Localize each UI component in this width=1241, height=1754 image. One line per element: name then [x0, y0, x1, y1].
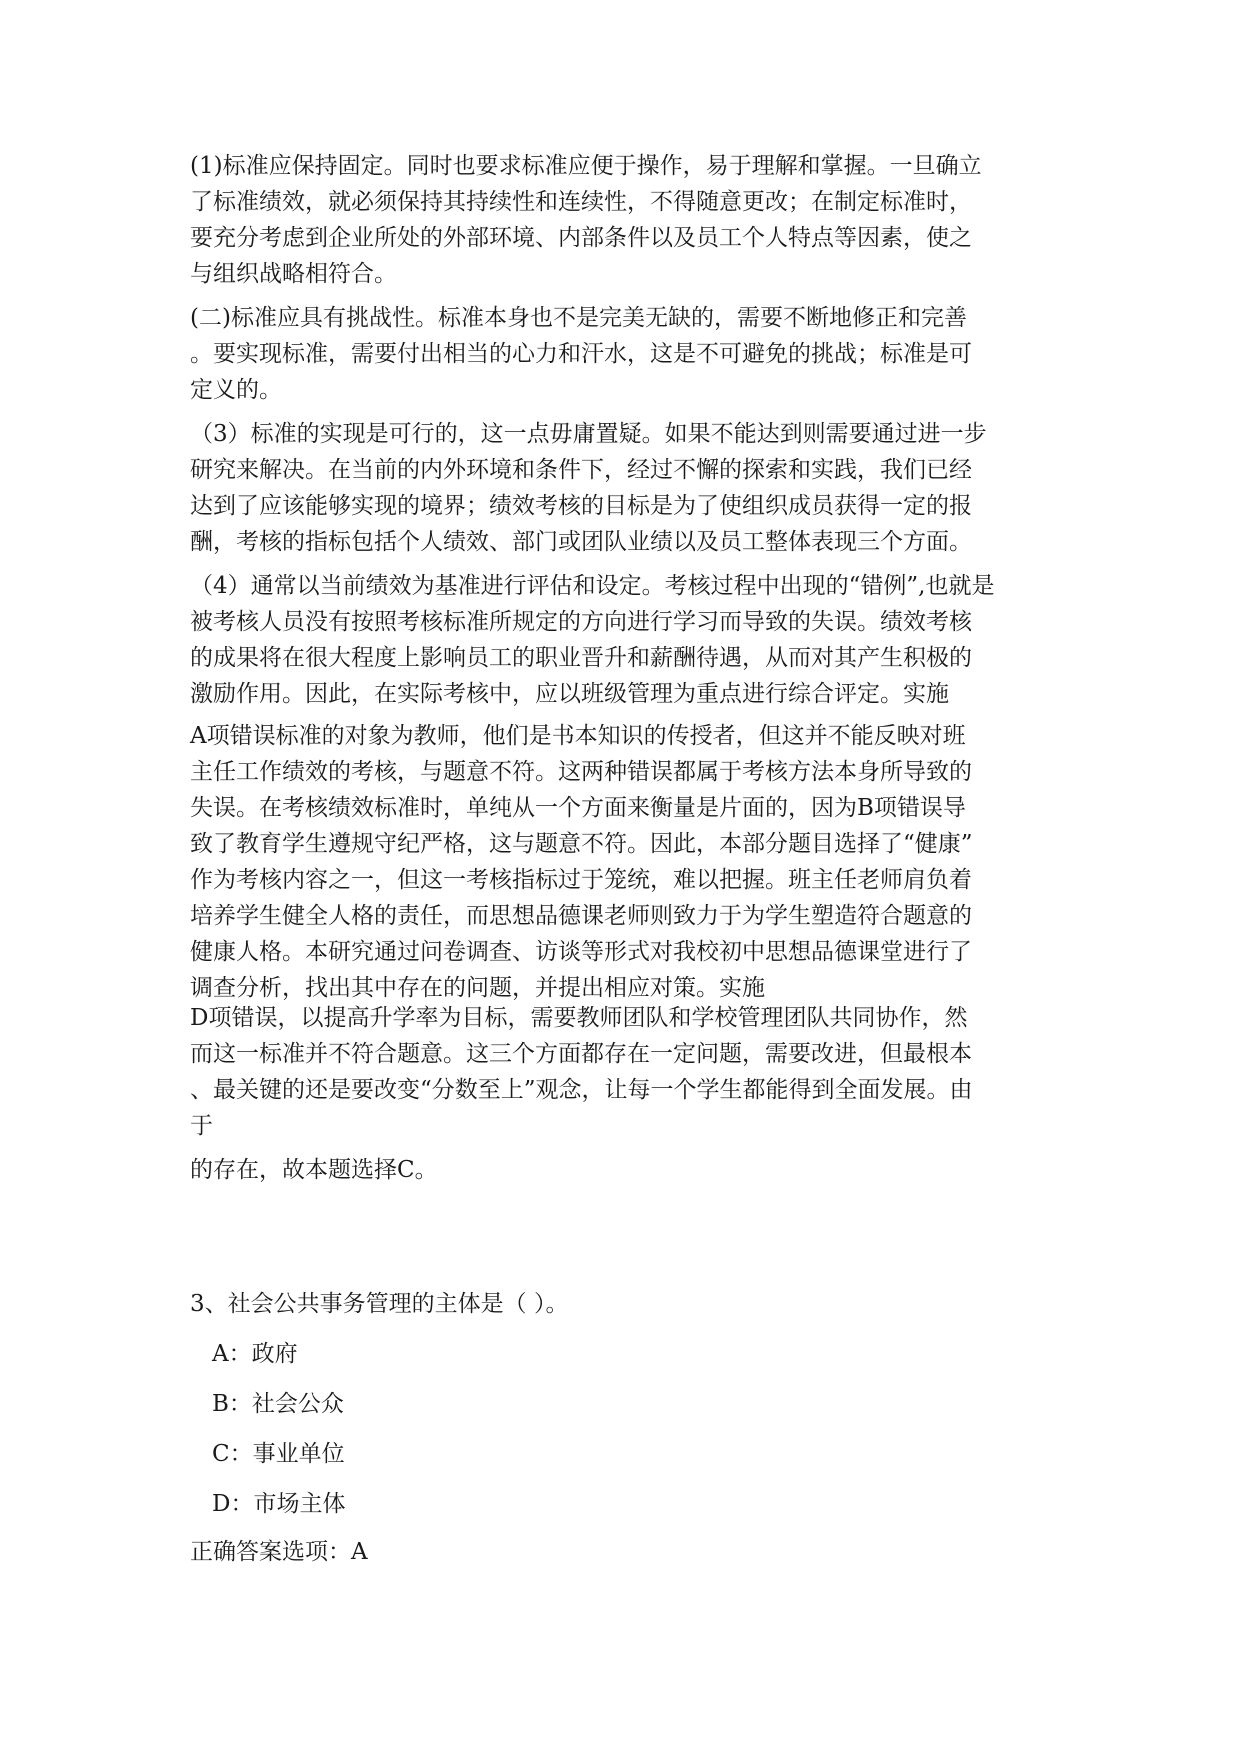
text-line: (1)标准应保持固定。同时也要求标准应便于操作，易于理解和掌握。一旦确立 [190, 153, 982, 179]
text-line: 被考核人员没有按照考核标准所规定的方向进行学习而导致的失误。绩效考核 [190, 609, 972, 635]
text-line: 。要实现标准，需要付出相当的心力和汗水，这是不可避免的挑战；标准是可 [190, 341, 972, 367]
correct-answer: 正确答案选项：A [190, 1539, 368, 1565]
paragraph-5 [190, 718, 1050, 1006]
text-line: 了标准绩效，就必须保持其持续性和连续性，不得随意更改；在制定标准时， [190, 189, 972, 215]
text-line: 研究来解决。在当前的内外环境和条件下，经过不懈的探索和实践，我们已经 [190, 457, 972, 483]
text-line: A项错误标准的对象为教师，他们是书本知识的传授者，但这并不能反映对班 [190, 723, 966, 749]
option-b: B：社会公众 [212, 1391, 344, 1417]
text-line: 定义的。 [190, 377, 282, 403]
text-line: （3）标准的实现是可行的，这一点毋庸置疑。如果不能达到则需要通过进一步 [190, 421, 987, 447]
paragraph-6 [190, 1000, 1050, 1144]
text-line: 酬，考核的指标包括个人绩效、部门或团队业绩以及员工整体表现三个方面。 [190, 529, 972, 555]
text-line: 致了教育学生遵规守纪严格，这与题意不符。因此，本部分题目选择了“健康” [190, 831, 973, 857]
text-line: D项错误，以提高升学率为目标，需要教师团队和学校管理团队共同协作，然 [190, 1005, 968, 1031]
text-line: (二)标准应具有挑战性。标准本身也不是完美无缺的，需要不断地修正和完善 [190, 305, 967, 331]
paragraph-2 [190, 300, 1050, 408]
text-line: 健康人格。本研究通过问卷调查、访谈等形式对我校初中思想品德课堂进行了 [190, 939, 972, 965]
text-line: 的存在，故本题选择C。 [190, 1157, 438, 1183]
text-line: 主任工作绩效的考核，与题意不符。这两种错误都属于考核方法本身所导致的 [190, 759, 972, 785]
paragraph-3 [190, 416, 1050, 560]
option-c: C：事业单位 [212, 1441, 345, 1467]
option-d: D：市场主体 [212, 1491, 346, 1517]
text-line: 作为考核内容之一，但这一考核指标过于笼统，难以把握。班主任老师肩负着 [190, 867, 972, 893]
text-line: 失误。在考核绩效标准时，单纯从一个方面来衡量是片面的，因为B项错误导 [190, 795, 966, 821]
text-line: 于 [190, 1113, 213, 1139]
text-line: （4）通常以当前绩效为基准进行评估和设定。考核过程中出现的“错例”,也就是 [190, 573, 995, 599]
paragraph-7 [190, 1152, 1050, 1188]
text-line: 、最关键的还是要改变“分数至上”观念，让每一个学生都能得到全面发展。由 [190, 1077, 973, 1103]
text-line: 而这一标准并不符合题意。这三个方面都存在一定问题，需要改进，但最根本 [190, 1041, 972, 1067]
text-line: 的成果将在很大程度上影响员工的职业晋升和薪酬待遇，从而对其产生积极的 [190, 645, 972, 671]
text-line: 培养学生健全人格的责任，而思想品德课老师则致力于为学生塑造符合题意的 [190, 903, 972, 929]
text-line: 与组织战略相符合。 [190, 261, 397, 287]
option-a: A：政府 [212, 1341, 298, 1367]
text-line: 调查分析，找出其中存在的问题，并提出相应对策。实施 [190, 975, 765, 1001]
text-line: 激励作用。因此，在实际考核中，应以班级管理为重点进行综合评定。实施 [190, 681, 949, 707]
question-text: 3、社会公共事务管理的主体是（ ）。 [190, 1291, 569, 1317]
text-line: 达到了应该能够实现的境界；绩效考核的目标是为了使组织成员获得一定的报 [190, 493, 972, 519]
text-line: 要充分考虑到企业所处的外部环境、内部条件以及员工个人特点等因素，使之 [190, 225, 972, 251]
paragraph-4 [190, 568, 1050, 712]
paragraph-1 [190, 148, 1050, 292]
